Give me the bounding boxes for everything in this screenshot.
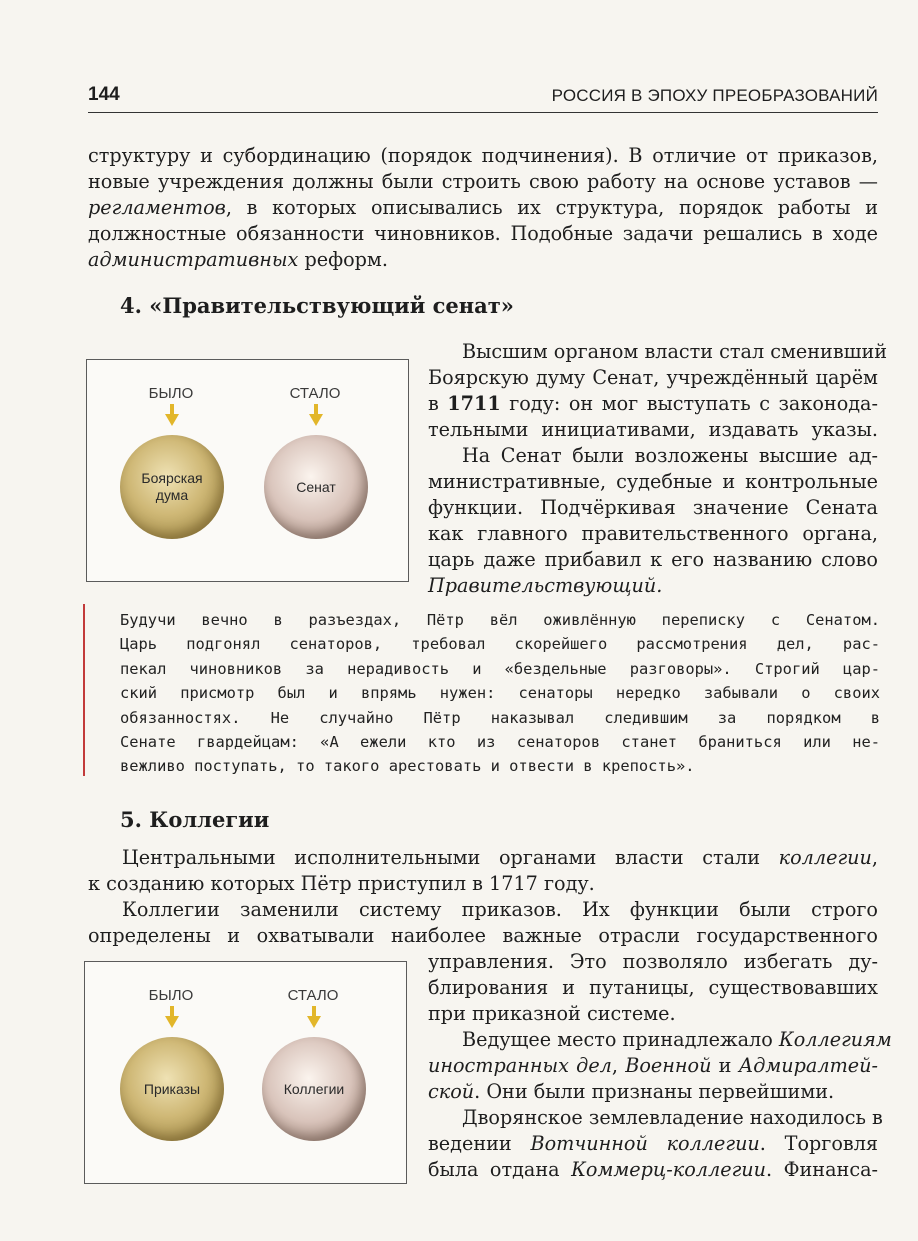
text-line: определены и охватывали наиболее важные отрасли государственного: [88, 924, 878, 947]
text-line: [428, 1053, 878, 1079]
arrow-down-icon: [307, 1006, 321, 1028]
text-line: новые учреждения должны были строить свою работу на основе уставов —: [88, 170, 878, 193]
senate-sphere: [264, 435, 368, 539]
boyar-duma-sphere: [120, 435, 224, 539]
text-line: управления. Это позволяло избегать ду-: [428, 950, 878, 973]
term-military: Военной: [625, 1054, 712, 1077]
term-foreign-affairs: Коллегиям: [778, 1028, 892, 1051]
arrow-down-icon: [165, 404, 179, 426]
quote-line: Царь подгонял сенаторов, требовал скорейшего рассмотрения дел, рас-: [120, 635, 880, 654]
quote-line: Сенате гвардейцам: «А ежели кто из сенаторов станет браниться или не-: [120, 733, 880, 752]
term-commerce: Коммерц-коллегии: [571, 1158, 767, 1181]
term-admiralty: Адмиралтей-: [738, 1054, 878, 1077]
text-fragment: реформ.: [298, 248, 388, 271]
section-4-text: [428, 339, 888, 599]
text-line: функции. Подчёркивая значение Сената: [428, 496, 878, 519]
quote-text: [120, 608, 880, 779]
after-label: СТАЛО: [289, 385, 341, 402]
text-fragment: году: он мог выступать с законода-: [500, 392, 878, 415]
arrow-down-icon: [309, 404, 323, 426]
collegia-label: Коллегии: [283, 1080, 345, 1097]
text-fragment: была отдана: [428, 1158, 572, 1181]
quote-line: обязанностях. Не случайно Пётр наказывал следившим за порядком в: [120, 708, 880, 727]
before-label: БЫЛО: [148, 987, 194, 1004]
text-fragment: . Финанса-: [766, 1158, 878, 1181]
text-line: [88, 195, 878, 221]
term-fragment: ской: [428, 1080, 475, 1103]
text-line: Коллегии заменили систему приказов. Их функции были строго: [122, 898, 878, 921]
text-line: Боярскую думу Сенат, учреждённый царём: [428, 366, 878, 389]
page-number: 144: [88, 84, 120, 105]
section-4-heading: 4. «Правительствующий сенат»: [120, 293, 514, 318]
collegia-sphere: [262, 1037, 366, 1141]
boyar-duma-label: Боярская дума: [141, 470, 203, 503]
text-line: при приказной системе.: [428, 1002, 676, 1025]
year-1711: 1711: [447, 392, 501, 415]
text-line: [428, 1027, 892, 1053]
text-fragment: и: [711, 1054, 739, 1077]
text-fragment: . Они были признаны первейшими.: [474, 1080, 835, 1103]
text-line: [428, 1131, 878, 1157]
text-fragment: . Торговля: [759, 1132, 879, 1155]
intro-paragraph: [88, 143, 878, 273]
text-fragment: Ведущее место принадлежало: [462, 1028, 779, 1051]
text-line: к созданию которых Пётр приступил в 1717 году.: [88, 872, 595, 895]
text-line: блирования и путаницы, существовавших: [428, 976, 878, 999]
after-label: СТАЛО: [287, 987, 339, 1004]
term-votchina: Вотчинной коллегии: [530, 1132, 760, 1155]
prikazy-label: Приказы: [143, 1080, 201, 1097]
text-line: Высшим органом власти стал сменивший: [462, 340, 888, 363]
senate-label: Сенат: [296, 478, 336, 495]
text-line: царь даже прибавил к его названию слово: [428, 548, 878, 571]
figure-senate: [86, 359, 409, 582]
section-5-text-top: [88, 845, 878, 949]
text-line: как главного правительственного органа,: [428, 522, 878, 545]
text-fragment: ,: [871, 846, 878, 869]
running-title: РОССИЯ В ЭПОХУ ПРЕОБРАЗОВАНИЙ: [551, 86, 878, 105]
arrow-down-icon: [165, 1006, 179, 1028]
quote-line: Будучи вечно в разъездах, Пётр вёл оживлённую переписку с Сенатом.: [120, 611, 880, 629]
text-line: [88, 845, 878, 871]
text-line: [428, 391, 878, 417]
running-header: [88, 84, 878, 113]
text-fragment: в: [428, 392, 448, 415]
section-5-text-column: [428, 949, 892, 1183]
quote-block: [83, 604, 880, 776]
text-line: должностные обязанности чиновников. Подобные задачи решались в ходе: [88, 222, 878, 245]
text-line: На Сенат были возложены высшие ад-: [462, 444, 878, 467]
text-line: структуру и субординацию (порядок подчинения). В отличие от приказов,: [88, 144, 878, 167]
text-line: [88, 247, 878, 273]
quote-line: ский присмотр был и впрямь нужен: сенаторы нередко забывали о своих: [120, 684, 880, 703]
text-line: [428, 1157, 878, 1183]
text-line: министративные, судебные и контрольные: [428, 470, 878, 493]
quote-line: вежливо поступать, то такого арестовать и отвести в крепость».: [120, 757, 695, 776]
prikazy-sphere: [120, 1037, 224, 1141]
section-5-heading: 5. Коллегии: [120, 807, 270, 832]
term-administrative: административных: [88, 248, 299, 271]
figure-collegia: [84, 961, 407, 1184]
before-label: БЫЛО: [148, 385, 194, 402]
text-fragment: , в которых описывались их структура, порядок работы и: [225, 196, 878, 219]
term-reglament: регламентов: [88, 196, 226, 219]
text-fragment: Центральными исполнительными органами власти стали: [122, 846, 779, 869]
term-collegia: коллегии: [778, 846, 872, 869]
text-line: Дворянское землевладение находилось в: [462, 1106, 883, 1129]
text-fragment: ведении: [428, 1132, 531, 1155]
text-fragment: ,: [611, 1054, 626, 1077]
text-line: [428, 1079, 878, 1105]
text-line: тельными инициативами, издавать указы.: [428, 418, 878, 441]
term-fragment: иностранных дел: [428, 1054, 612, 1077]
text-line: Правительствующий.: [428, 574, 663, 597]
quote-line: пекал чиновников за нерадивость и «бездельные разговоры». Строгий цар-: [120, 659, 880, 678]
